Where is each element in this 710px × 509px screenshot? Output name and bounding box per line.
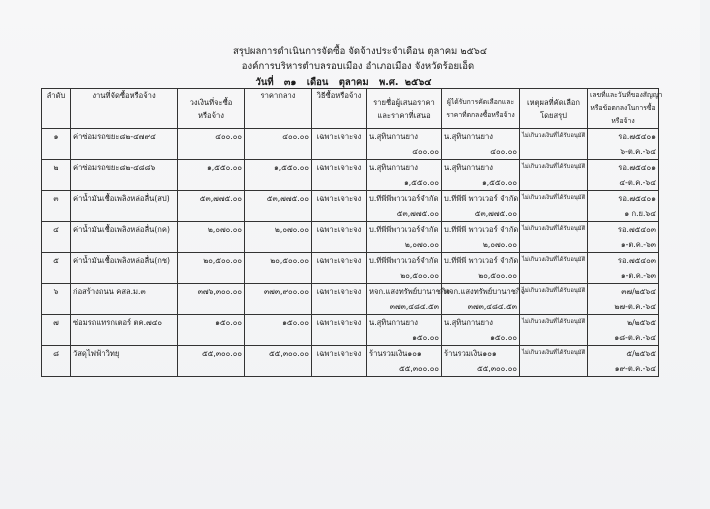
row-bid-price: ๒๐,๕๐๐.๐๐ <box>367 268 442 284</box>
row-item-cont <box>71 268 178 284</box>
row-median-cont <box>245 361 312 377</box>
table-row-continued <box>42 175 659 191</box>
table-row <box>42 160 659 176</box>
row-bidder: ร้านรวมเงิน๑๐๑ <box>367 346 442 362</box>
row-contract-no: รอ.๗๕๔๐๓ <box>588 222 659 238</box>
row-contract-date: ๑๘-ต.ค.-๖๔ <box>588 330 659 346</box>
row-contract-no: ๒/๒๕๖๕ <box>588 315 659 331</box>
row-method: เฉพาะเจาะจง <box>312 222 367 238</box>
row-bidder: หจก.แสงทรัพย์บานาชกิจ <box>367 284 442 300</box>
row-method: เฉพาะเจาะจง <box>312 346 367 362</box>
row-median-cont <box>245 237 312 253</box>
year-value: ๒๕๖๔ <box>404 77 432 88</box>
row-contract-date: ๑-ต.ค.-๖๓ <box>588 268 659 284</box>
table-header-row <box>42 89 659 129</box>
row-method-cont <box>312 175 367 191</box>
row-winner: น.สุทินกานยาง <box>442 315 520 331</box>
row-budget-cont <box>178 299 245 315</box>
row-win-price: ๑,๕๕๐.๐๐ <box>442 175 520 191</box>
organization-line: องค์การบริหารตำบลรอบเมือง อำเภอเมือง จังหวัดร้อยเอ็ด <box>241 61 475 72</box>
row-contract-no: รอ.๗๕๔๐๓ <box>588 253 659 269</box>
row-item-cont <box>71 144 178 160</box>
month-value: ตุลาคม <box>338 77 369 88</box>
row-contract-no: ๓๗/๒๕๖๔ <box>588 284 659 300</box>
row-median-price: ๑,๕๕๐.๐๐ <box>245 160 312 176</box>
row-reason-cont <box>520 206 588 222</box>
row-bid-price: ๕๓,๗๗๕.๐๐ <box>367 206 442 222</box>
row-median-cont <box>245 175 312 191</box>
row-item: ค่าน้ำมันเชื้อเพลิงหล่อลื่น(กช) <box>71 253 178 269</box>
header-median: ราคากลาง <box>245 89 312 129</box>
row-item: ค่าน้ำมันเชื้อเพลิงหล่อลื่น(สป) <box>71 191 178 207</box>
row-reason-cont <box>520 144 588 160</box>
row-winner: บ.ทีพีพี พาวเวอร์ จำกัด <box>442 222 520 238</box>
row-budget: ๓๗๖,๓๐๐.๐๐ <box>178 284 245 300</box>
row-number: ๔ <box>42 222 71 238</box>
row-winner: น.สุทินกานยาง <box>442 129 520 145</box>
header-contract: เลขที่และวันที่ของสัญญา หรือข้อตกลงในการซื้อ หรือจ้าง <box>588 89 659 129</box>
table-row-continued <box>42 361 659 377</box>
row-budget-cont <box>178 175 245 191</box>
row-median-cont <box>245 206 312 222</box>
row-method: เฉพาะเจาะจง <box>312 160 367 176</box>
row-contract-no: รอ.๗๕๔๐๑ <box>588 191 659 207</box>
row-win-price: ๕๓,๗๗๕.๐๐ <box>442 206 520 222</box>
table-row-continued <box>42 237 659 253</box>
row-item-cont <box>71 330 178 346</box>
table-row-continued <box>42 144 659 160</box>
row-number-cont <box>42 175 71 191</box>
row-item: ค่าน้ำมันเชื้อเพลิงหล่อลื่น(กค) <box>71 222 178 238</box>
row-bidder: บ.ทีพีพีพาวเวอร์จำกัด <box>367 222 442 238</box>
row-budget: ๒๐,๕๐๐.๐๐ <box>178 253 245 269</box>
row-reason: ไม่เกินวงเงินที่ได้รับอนุมัติ <box>520 160 588 176</box>
date-label: วันที่ <box>255 77 274 88</box>
row-reason: ไม่เกินวงเงินที่ได้รับอนุมัติ <box>520 129 588 145</box>
row-reason-cont <box>520 237 588 253</box>
row-bid-price: ๒,๐๗๐.๐๐ <box>367 237 442 253</box>
row-contract-no: รอ.๗๕๔๐๑ <box>588 129 659 145</box>
row-method-cont <box>312 268 367 284</box>
row-budget: ๕๓,๗๗๕.๐๐ <box>178 191 245 207</box>
row-item: ค่าซ่อมรถขยะ๘๒-๔๘๘๖ <box>71 160 178 176</box>
row-median-price: ๒๐,๕๐๐.๐๐ <box>245 253 312 269</box>
row-contract-date: ๒๗-ต.ค.-๖๔ <box>588 299 659 315</box>
row-budget-cont <box>178 361 245 377</box>
row-contract-no: ๕/๒๕๖๕ <box>588 346 659 362</box>
row-reason: ไม่เกินวงเงินที่ได้รับอนุมัติ <box>520 346 588 362</box>
row-number: ๖ <box>42 284 71 300</box>
header-winner: ผู้ได้รับการคัดเลือกและ ราคาที่ตกลงซื้อหรือจ้าง <box>442 89 520 129</box>
row-method-cont <box>312 144 367 160</box>
table-row <box>42 315 659 331</box>
row-reason: ไม่เกินวงเงินที่ได้รับอนุมัติ <box>520 315 588 331</box>
row-item-cont <box>71 237 178 253</box>
row-bid-price: ๑,๕๕๐.๐๐ <box>367 175 442 191</box>
row-reason: ไม่เกินวงเงินที่ได้รับอนุมัติ <box>520 284 588 300</box>
row-contract-date: ๖-ต.ค.-๖๔ <box>588 144 659 160</box>
row-number-cont <box>42 330 71 346</box>
row-number-cont <box>42 299 71 315</box>
row-number-cont <box>42 206 71 222</box>
row-median-price: ๑๕๐.๐๐ <box>245 315 312 331</box>
row-item-cont <box>71 361 178 377</box>
row-number-cont <box>42 361 71 377</box>
row-method: เฉพาะเจาะจง <box>312 191 367 207</box>
row-win-price: ๓๗๓,๔๘๔.๕๓ <box>442 299 520 315</box>
row-item-cont <box>71 299 178 315</box>
row-method-cont <box>312 361 367 377</box>
row-budget-cont <box>178 237 245 253</box>
row-bidder: น.สุทินกานยาง <box>367 315 442 331</box>
date-day: ๓๑ <box>283 77 297 88</box>
row-method: เฉพาะเจาะจง <box>312 129 367 145</box>
row-contract-date: ๑๙-ต.ค.-๖๔ <box>588 361 659 377</box>
row-contract-no: รอ.๗๕๔๐๑ <box>588 160 659 176</box>
row-bidder: น.สุทินกานยาง <box>367 129 442 145</box>
row-bid-price: ๔๐๐.๐๐ <box>367 144 442 160</box>
procurement-table <box>41 88 663 377</box>
row-winner: ร้านรวมเงิน๑๐๑ <box>442 346 520 362</box>
year-label: พ.ศ. <box>378 77 399 88</box>
row-reason: ไม่เกินวงเงินที่ได้รับอนุมัติ <box>520 191 588 207</box>
row-number-cont <box>42 237 71 253</box>
header-method: วิธีซื้อหรือจ้าง <box>312 89 367 129</box>
row-budget: ๒,๐๗๐.๐๐ <box>178 222 245 238</box>
header-bidders: รายชื่อผู้เสนอราคา และราคาที่เสนอ <box>367 89 442 129</box>
table-row <box>42 284 659 300</box>
row-number: ๕ <box>42 253 71 269</box>
table-row <box>42 191 659 207</box>
header-item: งานที่จัดซื้อหรือจ้าง <box>71 89 178 129</box>
row-median-price: ๓๗๓,๙๐๐.๐๐ <box>245 284 312 300</box>
row-bid-price: ๑๕๐.๐๐ <box>367 330 442 346</box>
row-budget: ๔๐๐.๐๐ <box>178 129 245 145</box>
table-row-continued <box>42 299 659 315</box>
row-budget-cont <box>178 330 245 346</box>
row-method: เฉพาะเจาะจง <box>312 315 367 331</box>
row-winner: หจก.แสงทรัพย์บานาชกิจ <box>442 284 520 300</box>
row-number-cont <box>42 144 71 160</box>
table-row <box>42 253 659 269</box>
row-reason-cont <box>520 299 588 315</box>
row-budget-cont <box>178 144 245 160</box>
row-contract-date: ๑-ต.ค.-๖๓ <box>588 237 659 253</box>
row-contract-date: ๔-ต.ค.-๖๔ <box>588 175 659 191</box>
row-item-cont <box>71 206 178 222</box>
row-reason: ไม่เกินวงเงินที่ได้รับอนุมัติ <box>520 253 588 269</box>
row-budget-cont <box>178 206 245 222</box>
row-method: เฉพาะเจาะจง <box>312 284 367 300</box>
row-budget: ๑,๕๕๐.๐๐ <box>178 160 245 176</box>
row-bidder: บ.ทีพีพีพาวเวอร์จำกัด <box>367 253 442 269</box>
row-win-price: ๒,๐๗๐.๐๐ <box>442 237 520 253</box>
row-item: ค่าซ่อมรถขยะ๘๒-๔๗๙๔ <box>71 129 178 145</box>
row-budget: ๕๕,๓๐๐.๐๐ <box>178 346 245 362</box>
row-win-price: ๕๕,๓๐๐.๐๐ <box>442 361 520 377</box>
row-median-cont <box>245 330 312 346</box>
row-method-cont <box>312 237 367 253</box>
row-number: ๒ <box>42 160 71 176</box>
row-median-cont <box>245 268 312 284</box>
header-reason: เหตุผลที่คัดเลือก โดยสรุป <box>520 89 588 129</box>
row-reason-cont <box>520 361 588 377</box>
header-budget: วงเงินที่จะซื้อ หรือจ้าง <box>178 89 245 129</box>
row-budget: ๑๕๐.๐๐ <box>178 315 245 331</box>
row-method-cont <box>312 299 367 315</box>
row-budget-cont <box>178 268 245 284</box>
row-item: ซ่อมรถแทรกเตอร์ ตค.๗๔๐ <box>71 315 178 331</box>
row-bidder: น.สุทินกานยาง <box>367 160 442 176</box>
table-row-continued <box>42 268 659 284</box>
row-winner: บ.ทีพีพี พาวเวอร์ จำกัด <box>442 253 520 269</box>
row-method: เฉพาะเจาะจง <box>312 253 367 269</box>
row-bid-price: ๓๗๓,๔๘๔.๕๓ <box>367 299 442 315</box>
row-item: วัสดุไฟฟ้าวิทยุ <box>71 346 178 362</box>
row-winner: น.สุทินกานยาง <box>442 160 520 176</box>
row-median-price: ๕๓,๗๗๕.๐๐ <box>245 191 312 207</box>
row-number: ๘ <box>42 346 71 362</box>
row-number-cont <box>42 268 71 284</box>
row-reason-cont <box>520 330 588 346</box>
table-row <box>42 222 659 238</box>
row-win-price: ๔๐๐.๐๐ <box>442 144 520 160</box>
row-method-cont <box>312 206 367 222</box>
report-title: สรุปผลการดำเนินการจัดซื้อ จัดจ้างประจำเดือน ตุลาคม ๒๕๖๔ <box>232 46 488 57</box>
header-no: ลำดับ <box>42 89 71 129</box>
row-number: ๓ <box>42 191 71 207</box>
row-winner: บ.ทีพีพี พาวเวอร์ จำกัด <box>442 191 520 207</box>
table-row-continued <box>42 330 659 346</box>
row-bidder: บ.ทีพีพีพาวเวอร์จำกัด <box>367 191 442 207</box>
row-reason-cont <box>520 268 588 284</box>
row-item: ก่อสร้างถนน คสล.ม.๓ <box>71 284 178 300</box>
row-reason: ไม่เกินวงเงินที่ได้รับอนุมัติ <box>520 222 588 238</box>
row-reason-cont <box>520 175 588 191</box>
row-win-price: ๒๐,๕๐๐.๐๐ <box>442 268 520 284</box>
table-row <box>42 346 659 362</box>
month-label: เดือน <box>306 77 329 88</box>
row-bid-price: ๕๕,๓๐๐.๐๐ <box>367 361 442 377</box>
row-median-cont <box>245 299 312 315</box>
row-number: ๗ <box>42 315 71 331</box>
row-win-price: ๑๕๐.๐๐ <box>442 330 520 346</box>
row-item-cont <box>71 175 178 191</box>
row-median-cont <box>245 144 312 160</box>
row-number: ๑ <box>42 129 71 145</box>
table-row-continued <box>42 206 659 222</box>
table-row <box>42 129 659 145</box>
row-method-cont <box>312 330 367 346</box>
row-median-price: ๔๐๐.๐๐ <box>245 129 312 145</box>
row-median-price: ๒,๐๗๐.๐๐ <box>245 222 312 238</box>
row-contract-date: ๑ ก.ย.๖๔ <box>588 206 659 222</box>
row-median-price: ๕๕,๓๐๐.๐๐ <box>245 346 312 362</box>
